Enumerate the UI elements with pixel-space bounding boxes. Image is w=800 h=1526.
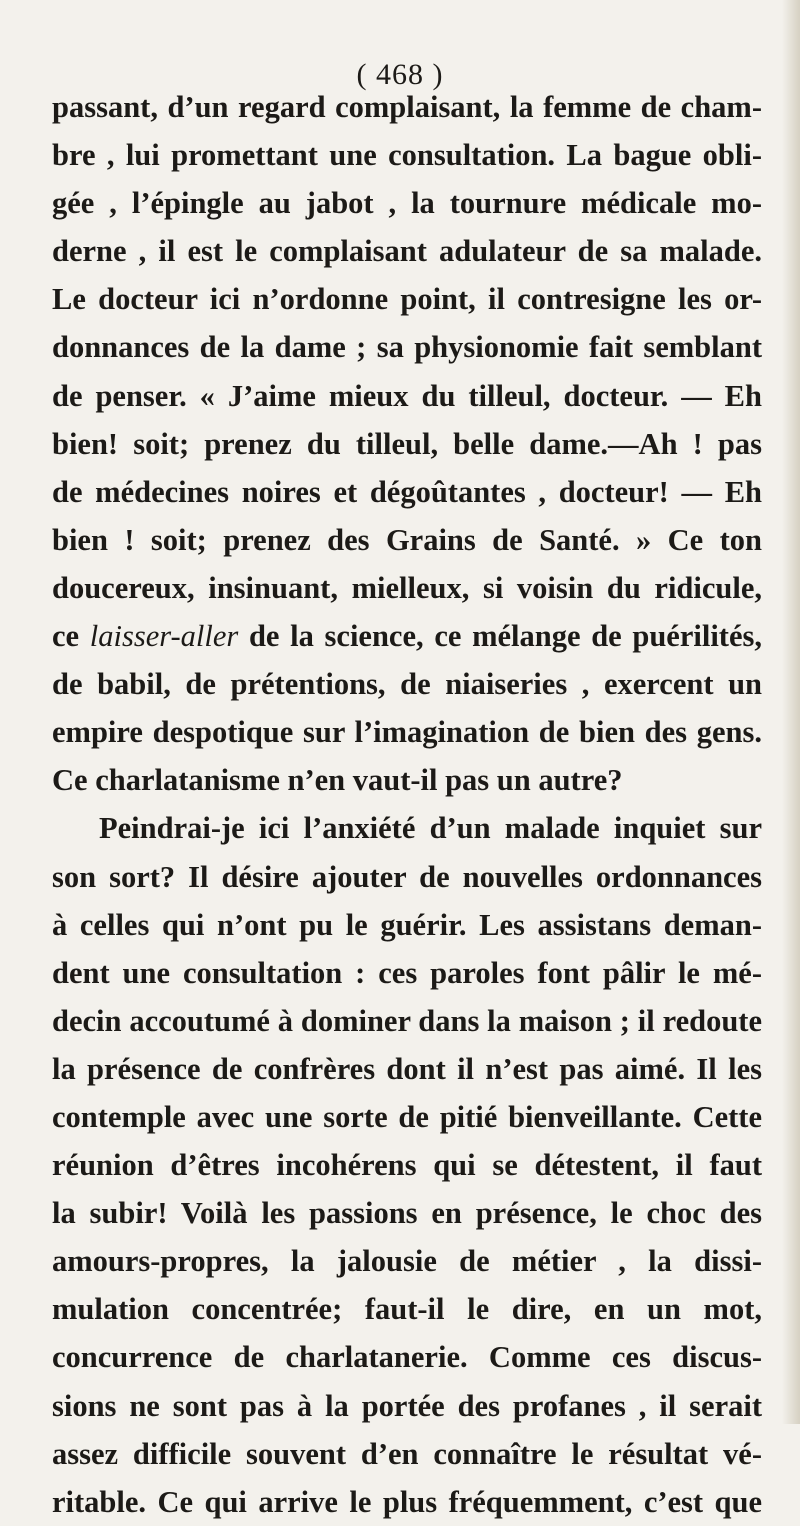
text-line: derne , il est le complaisant adulateur de sa malade. — [52, 234, 762, 269]
text-line: donnances de la dame ; sa physionomie fait semblant — [52, 330, 762, 365]
text-line: son sort? Il désire ajouter de nouvelles ordonnances — [52, 859, 762, 894]
text-line: de babil, de prétentions, de niaiseries , exercent un — [52, 667, 762, 702]
text-line: doucereux, insinuant, mielleux, si voisin du ridicule, — [52, 570, 762, 605]
text-line: bien ! soit; prenez des Grains de Santé. » Ce ton — [52, 522, 762, 557]
italic-phrase: laisser-aller — [89, 619, 239, 654]
text-line: ritable. Ce qui arrive le plus fréquemment, c’est que — [52, 1484, 762, 1519]
text-line: decin accoutumé à dominer dans la maison ; il redoute — [52, 1003, 762, 1038]
text-line: de médecines noires et dégoûtantes , docteur! — Eh — [52, 474, 762, 509]
text-line: gée , l’épingle au jabot , la tournure médicale mo- — [52, 186, 762, 221]
text-line: passant, d’un regard complaisant, la femme de cham- — [52, 90, 762, 124]
text-line: Le docteur ici n’ordonne point, il contresigne les or- — [52, 282, 762, 317]
text-line: bre , lui promettant une consultation. La bague obli- — [52, 138, 762, 173]
body-text — [52, 83, 762, 1526]
text-line: dent une consultation : ces paroles font pâlir le mé- — [52, 955, 762, 990]
text-line: la subir! Voilà les passions en présence, le choc des — [52, 1196, 762, 1231]
text-line: sions ne sont pas à la portée des profanes , il serait — [52, 1388, 762, 1423]
text-line: empire despotique sur l’imagination de bien des gens. — [52, 715, 762, 750]
text-line: Peindrai-je ici l’anxiété d’un malade inquiet sur — [99, 811, 762, 846]
text-line: mulation concentrée; faut-il le dire, en un mot, — [52, 1292, 762, 1327]
text-line: amours-propres, la jalousie de métier , la dissi- — [52, 1244, 762, 1279]
text-line: ce laisser-aller de la science, ce mélange de puérilités, — [52, 619, 762, 654]
page-number: ( 468 ) — [356, 58, 444, 91]
text-line: concurrence de charlatanerie. Comme ces discus- — [52, 1340, 762, 1375]
text-line: réunion d’êtres incohérens qui se détestent, il faut — [52, 1148, 762, 1183]
text-line: la présence de confrères dont il n’est pas aimé. Il les — [52, 1051, 762, 1086]
page-edge-shadow — [782, 0, 800, 1424]
text-line: Ce charlatanisme n’en vaut-il pas un autre? — [52, 763, 623, 798]
text-line: assez difficile souvent d’en connaître le résultat vé- — [52, 1436, 762, 1471]
text-line: de penser. « J’aime mieux du tilleul, docteur. — Eh — [52, 378, 762, 413]
text-line: à celles qui n’ont pu le guérir. Les assistans deman- — [52, 907, 762, 942]
text-line: contemple avec une sorte de pitié bienveillante. Cette — [52, 1099, 762, 1134]
text-line: bien! soit; prenez du tilleul, belle dame.—Ah ! pas — [52, 426, 762, 461]
